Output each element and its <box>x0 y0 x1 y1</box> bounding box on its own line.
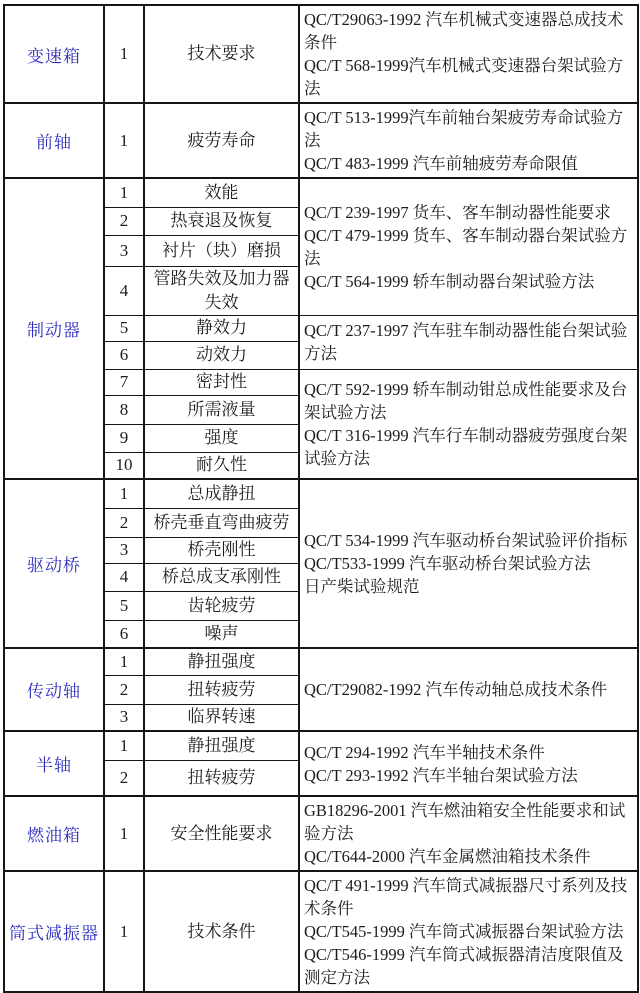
standards-cell <box>299 178 638 315</box>
row-number-cell: 5 <box>104 315 144 341</box>
component-cell: 筒式减振器 <box>4 871 104 992</box>
test-item-cell: 衬片（块）磨损 <box>144 235 299 266</box>
row-number-cell: 2 <box>104 508 144 537</box>
standard-line: GB18296-2001 汽车燃油箱安全性能要求和试验方法 <box>304 801 626 843</box>
row-number-cell: 3 <box>104 537 144 563</box>
standard-line: QC/T29082-1992 汽车传动轴总成技术条件 <box>304 680 607 699</box>
test-item-cell: 安全性能要求 <box>144 796 299 871</box>
row-number-cell: 3 <box>104 235 144 266</box>
standard-line: QC/T 239-1997 货车、客车制动器性能要求 <box>304 202 611 222</box>
row-number-cell: 1 <box>104 796 144 871</box>
test-item-cell: 齿轮疲劳 <box>144 591 299 620</box>
test-item-cell: 静扭强度 <box>144 731 299 760</box>
row-number-cell: 6 <box>104 620 144 648</box>
row-number-cell: 10 <box>104 452 144 479</box>
test-item-cell: 效能 <box>144 178 299 207</box>
standards-cell <box>299 5 638 103</box>
row-number-cell: 4 <box>104 563 144 591</box>
standard-line: QC/T 491-1999 汽车筒式减振器尺寸系列及技术条件 <box>304 876 628 918</box>
standard-line: QC/T29063-1992 汽车机械式变速器总成技术条件 <box>304 10 624 52</box>
standards-cell <box>299 731 638 796</box>
standards-cell <box>299 648 638 731</box>
standard-line: 日产柴试验规范 <box>304 577 420 596</box>
row-number-cell: 8 <box>104 395 144 424</box>
test-item-cell: 静扭强度 <box>144 648 299 675</box>
row-number-cell: 2 <box>104 207 144 235</box>
standard-line: QC/T 293-1992 汽车半轴台架试验方法 <box>304 765 578 785</box>
test-item-cell: 总成静扭 <box>144 479 299 508</box>
standard-line: QC/T 513-1999汽车前轴台架疲劳寿命试验方法 <box>304 108 624 150</box>
row-number-cell: 1 <box>104 178 144 207</box>
standard-line: QC/T 479-1999 货车、客车制动器台架试验方法 <box>304 225 628 268</box>
test-item-cell: 桥壳垂直弯曲疲劳 <box>144 508 299 537</box>
test-item-cell: 密封性 <box>144 369 299 395</box>
test-item-cell: 疲劳寿命 <box>144 103 299 178</box>
row-number-cell: 1 <box>104 731 144 760</box>
row-number-cell: 9 <box>104 424 144 452</box>
row-number-cell: 2 <box>104 760 144 796</box>
component-cell: 驱动桥 <box>4 479 104 648</box>
test-item-cell: 耐久性 <box>144 452 299 479</box>
test-item-cell: 扭转疲劳 <box>144 675 299 704</box>
test-item-cell: 噪声 <box>144 620 299 648</box>
standard-line: QC/T533-1999 汽车驱动桥台架试验方法 <box>304 554 591 573</box>
component-cell: 燃油箱 <box>4 796 104 871</box>
component-cell: 半轴 <box>4 731 104 796</box>
row-number-cell: 4 <box>104 266 144 315</box>
standards-table <box>3 4 639 993</box>
component-cell: 变速箱 <box>4 5 104 103</box>
test-item-cell: 扭转疲劳 <box>144 760 299 796</box>
standard-line: QC/T 592-1999 轿车制动钳总成性能要求及台架试验方法 <box>304 379 628 422</box>
standard-line: QC/T 564-1999 轿车制动器台架试验方法 <box>304 271 595 291</box>
test-item-cell: 技术要求 <box>144 5 299 103</box>
test-item-cell: 强度 <box>144 424 299 452</box>
standard-line: QC/T546-1999 汽车筒式减振器清洁度限值及测定方法 <box>304 945 624 987</box>
standards-cell <box>299 871 638 992</box>
standards-cell <box>299 479 638 648</box>
test-item-cell: 动效力 <box>144 341 299 369</box>
row-number-cell: 1 <box>104 5 144 103</box>
test-item-cell: 桥壳刚性 <box>144 537 299 563</box>
row-number-cell: 1 <box>104 871 144 992</box>
component-cell: 传动轴 <box>4 648 104 731</box>
test-item-cell: 桥总成支承刚性 <box>144 563 299 591</box>
standard-line: QC/T 316-1999 汽车行车制动器疲劳强度台架试验方法 <box>304 425 628 468</box>
standards-cell <box>299 369 638 479</box>
standard-line: QC/T 483-1999 汽车前轴疲劳寿命限值 <box>304 154 578 173</box>
row-number-cell: 6 <box>104 341 144 369</box>
standard-line: QC/T 534-1999 汽车驱动桥台架试验评价指标 <box>304 531 628 550</box>
test-item-cell: 所需液量 <box>144 395 299 424</box>
standards-cell <box>299 796 638 871</box>
component-cell: 前轴 <box>4 103 104 178</box>
test-item-cell: 技术条件 <box>144 871 299 992</box>
row-number-cell: 7 <box>104 369 144 395</box>
test-item-cell: 管路失效及加力器失效 <box>144 266 299 315</box>
standard-line: QC/T545-1999 汽车筒式减振器台架试验方法 <box>304 922 624 941</box>
standard-line: QC/T644-2000 汽车金属燃油箱技术条件 <box>304 847 591 866</box>
standard-line: QC/T 237-1997 汽车驻车制动器性能台架试验方法 <box>304 321 628 363</box>
standard-line: QC/T 294-1992 汽车半轴技术条件 <box>304 742 545 762</box>
row-number-cell: 1 <box>104 103 144 178</box>
row-number-cell: 5 <box>104 591 144 620</box>
standard-line: QC/T 568-1999汽车机械式变速器台架试验方法 <box>304 56 624 98</box>
row-number-cell: 2 <box>104 675 144 704</box>
row-number-cell: 1 <box>104 648 144 675</box>
test-item-cell: 静效力 <box>144 315 299 341</box>
component-cell: 制动器 <box>4 178 104 479</box>
test-item-cell: 热衰退及恢复 <box>144 207 299 235</box>
test-item-cell: 临界转速 <box>144 704 299 731</box>
standards-cell <box>299 103 638 178</box>
row-number-cell: 3 <box>104 704 144 731</box>
row-number-cell: 1 <box>104 479 144 508</box>
standards-cell <box>299 315 638 369</box>
